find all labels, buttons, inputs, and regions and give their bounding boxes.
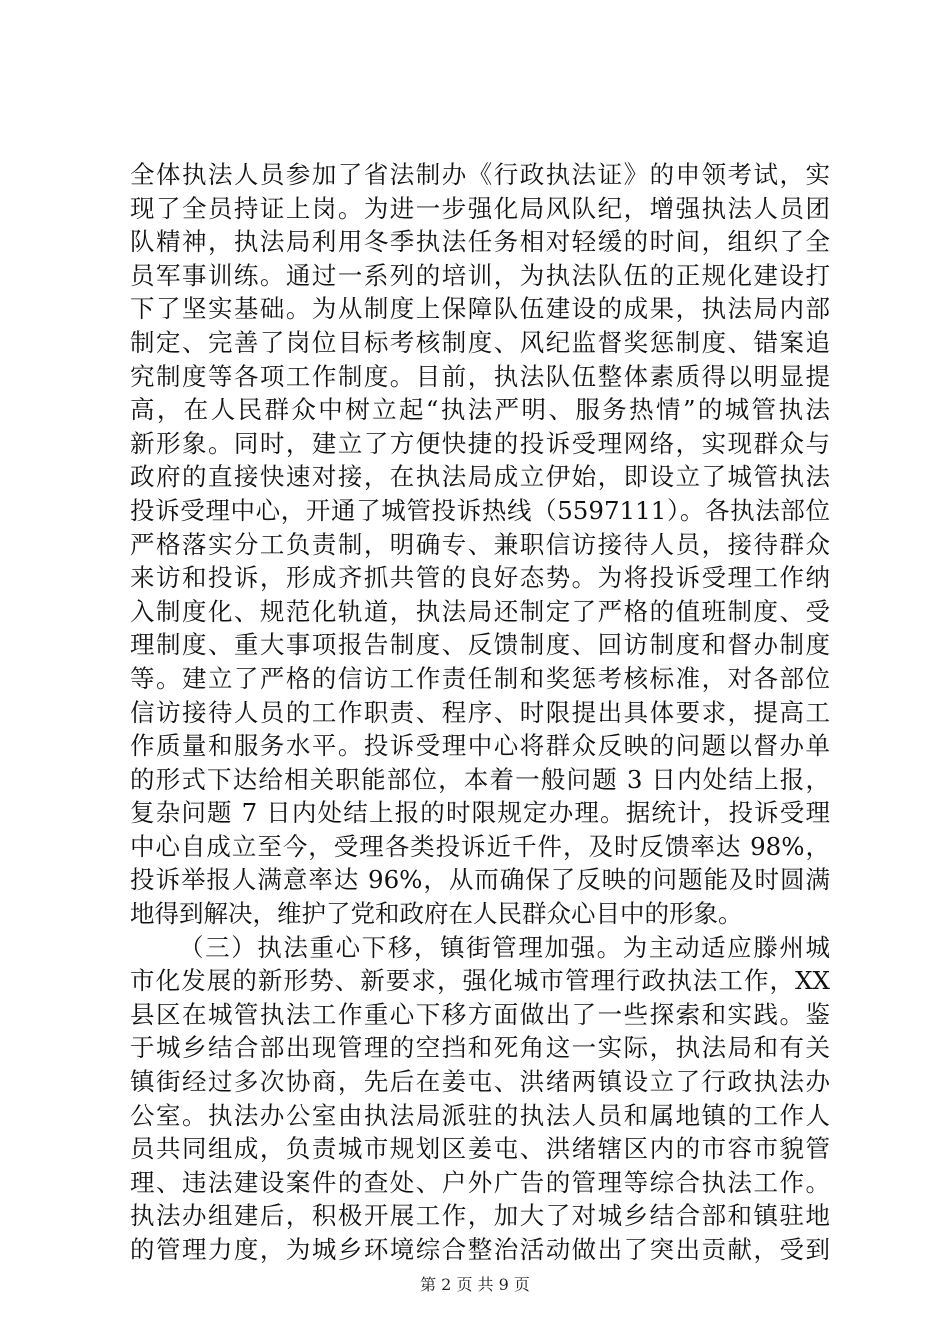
text-line: 理、违法建设案件的查处、户外广告的管理等综合执法工作。 [130, 1167, 830, 1197]
text-line: 究制度等各项工作制度。目前，执法队伍整体素质得以明显提 [130, 361, 830, 391]
text-line: 队精神，执法局利用冬季执法任务相对轻缓的时间，组织了全 [130, 227, 830, 257]
text-line: 高，在人民群众中树立起“执法严明、服务热情”的城管执法 [130, 395, 830, 425]
paragraph-end-line: 地得到解决，维护了党和政府在人民群众心目中的形象。 [130, 899, 743, 929]
text-line: 理制度、重大事项报告制度、反馈制度、回访制度和督办制度 [130, 630, 830, 660]
text-line: 现了全员持证上岗。为进一步强化局风队纪，增强执法人员团 [130, 193, 830, 223]
text-line: 镇街经过多次协商，先后在姜屯、洪绪两镇设立了行政执法办 [130, 1067, 830, 1097]
text-line: 等。建立了严格的信访工作责任制和奖惩考核标准，对各部位 [130, 663, 830, 693]
body-text [130, 158, 830, 1267]
text-line: 员共同组成，负责城市规划区姜屯、洪绪辖区内的市容市貌管 [130, 1134, 830, 1164]
text-line: 严格落实分工负责制，明确专、兼职信访接待人员，接待群众 [130, 529, 830, 559]
paragraph-start-line: （三）执法重心下移，镇街管理加强。为主动适应滕州城 [179, 932, 830, 962]
text-line: 县区在城管执法工作重心下移方面做出了一些探索和实践。鉴 [130, 999, 830, 1029]
text-line: 公室。执法办公室由执法局派驻的执法人员和属地镇的工作人 [130, 1100, 830, 1130]
page-number: 第 2 页 共 9 页 [420, 1275, 530, 1294]
text-line: 员军事训练。通过一系列的培训，为执法队伍的正规化建设打 [130, 260, 830, 290]
text-line: 投诉举报人满意率达 96%，从而确保了反映的问题能及时圆满 [130, 865, 830, 895]
text-line: 新形象。同时，建立了方便快捷的投诉受理网络，实现群众与 [130, 428, 830, 458]
text-line: 执法办组建后，积极开展工作，加大了对城乡结合部和镇驻地 [130, 1201, 830, 1231]
text-line: 制定、完善了岗位目标考核制度、风纪监督奖惩制度、错案追 [130, 327, 830, 357]
text-line: 投诉受理中心，开通了城管投诉热线（5597111）。各执法部位 [130, 495, 830, 525]
text-line: 下了坚实基础。为从制度上保障队伍建设的成果，执法局内部 [130, 294, 830, 324]
text-line: 作质量和服务水平。投诉受理中心将群众反映的问题以督办单 [130, 731, 830, 761]
text-line: 中心自成立至今，受理各类投诉近千件，及时反馈率达 98%， [130, 831, 830, 861]
text-line: 全体执法人员参加了省法制办《行政执法证》的申领考试，实 [130, 160, 830, 189]
page-footer [0, 1275, 950, 1295]
text-line: 政府的直接快速对接，在执法局成立伊始，即设立了城管执法 [130, 462, 830, 492]
text-line: 的管理力度，为城乡环境综合整治活动做出了突出贡献，受到 [130, 1235, 830, 1264]
text-line: 于城乡结合部出现管理的空挡和死角这一实际，执法局和有关 [130, 1033, 830, 1063]
text-line: 的形式下达给相关职能部位，本着一般问题 3 日内处结上报， [130, 764, 830, 794]
text-line: 信访接待人员的工作职责、程序、时限提出具体要求，提高工 [130, 697, 830, 727]
text-line: 市化发展的新形势、新要求，强化城市管理行政执法工作，XX [130, 966, 830, 996]
text-line: 来访和投诉，形成齐抓共管的良好态势。为将投诉受理工作纳 [130, 563, 830, 593]
text-line: 入制度化、规范化轨道，执法局还制定了严格的值班制度、受 [130, 596, 830, 626]
text-line: 复杂问题 7 日内处结上报的时限规定办理。据统计，投诉受理 [130, 798, 830, 828]
